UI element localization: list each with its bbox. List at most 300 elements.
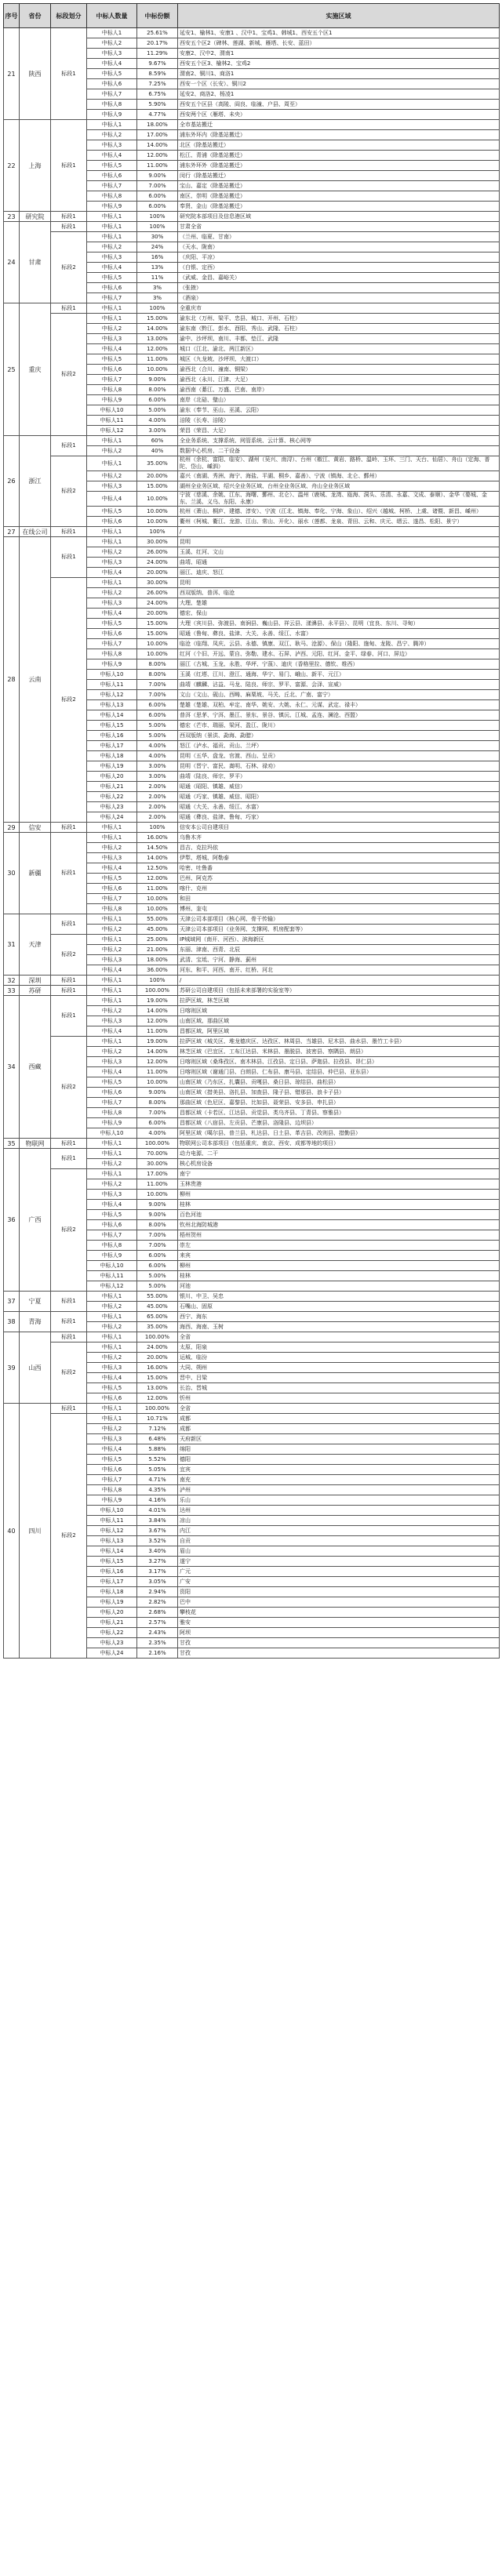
winner-cell: 中标人2	[87, 945, 137, 955]
area-cell: 太原、阳泉	[178, 1342, 500, 1353]
winner-cell: 中标人1	[87, 823, 137, 833]
share-cell: 4.35%	[137, 1485, 178, 1495]
winner-cell: 中标人8	[87, 191, 137, 202]
winner-cell: 中标人23	[87, 802, 137, 812]
area-cell: 奉贤、金山（除基站搬迁）	[178, 202, 500, 212]
area-cell: 临沧（临翔、凤庆、云县、永德、镇康、双江、耿马、沧源）、保山（隆阳、施甸、龙陵、昌宁、腾冲）	[178, 639, 500, 649]
share-cell: 24.00%	[137, 558, 178, 568]
share-cell: 60%	[137, 436, 178, 446]
share-cell: 15.00%	[137, 619, 178, 629]
area-cell: 广安	[178, 1577, 500, 1587]
share-cell: 14.00%	[137, 1006, 178, 1016]
area-cell: 达州	[178, 1506, 500, 1516]
share-cell: 10.00%	[137, 1190, 178, 1200]
area-cell: 嘉兴（南湖、秀洲、海宁、海盐、平湖、桐乡、嘉善）、宁波（镇海、北仑、鄞州）	[178, 471, 500, 481]
share-cell: 12.00%	[137, 151, 178, 161]
share-cell: 55.00%	[137, 914, 178, 925]
section-cell: 标段1	[51, 996, 87, 1037]
header-share: 中标份额	[137, 4, 178, 28]
area-cell: （天水、陇南）	[178, 242, 500, 253]
winner-cell: 中标人3	[87, 334, 137, 344]
winner-cell: 中标人1	[87, 1292, 137, 1302]
area-cell: 天津公司本部项目（业务网、支撑网、机房配套等）	[178, 925, 500, 935]
area-cell: 涪陵（长寿、涪陵）	[178, 416, 500, 426]
share-cell: 4.71%	[137, 1475, 178, 1485]
area-cell: 南区、崇明（除基站搬迁）	[178, 191, 500, 202]
table-row	[4, 1169, 500, 1179]
seq-cell: 35	[4, 1139, 20, 1149]
area-cell: IP城域网（南开、河西）、滨海新区	[178, 935, 500, 945]
winner-cell: 中标人20	[87, 772, 137, 782]
section-cell: 标段1	[51, 212, 87, 222]
share-cell: 12.50%	[137, 863, 178, 874]
area-cell: 成都	[178, 1414, 500, 1424]
area-cell: 德阳	[178, 1455, 500, 1465]
header-row	[4, 4, 500, 28]
section-cell: 标段2	[51, 1414, 87, 1659]
table-row	[4, 1342, 500, 1353]
share-cell: 2.82%	[137, 1597, 178, 1608]
table-row	[4, 28, 500, 38]
share-cell: 65.00%	[137, 1312, 178, 1322]
area-cell: 崇左	[178, 1241, 500, 1251]
share-cell: 10.71%	[137, 1414, 178, 1424]
share-cell: 16.00%	[137, 833, 178, 843]
share-cell: 4.00%	[137, 751, 178, 761]
share-cell: 70.00%	[137, 1149, 178, 1159]
share-cell: 5.00%	[137, 1271, 178, 1281]
share-cell: 9.00%	[137, 1210, 178, 1220]
share-cell: 6.75%	[137, 89, 178, 100]
winner-cell: 中标人6	[87, 1220, 137, 1230]
share-cell: 3%	[137, 293, 178, 303]
page	[3, 3, 499, 1659]
area-cell: 那曲区域（色尼区、嘉黎县、比如县、聂荣县、安多县、申扎县）	[178, 1098, 500, 1108]
winner-cell: 中标人2	[87, 130, 137, 140]
area-cell: 山南区域、那曲区域	[178, 1016, 500, 1026]
winner-cell: 中标人3	[87, 955, 137, 965]
winner-cell: 中标人2	[87, 1159, 137, 1169]
winner-cell: 中标人4	[87, 151, 137, 161]
area-cell: 柳州	[178, 1190, 500, 1200]
section-cell: 标段1	[51, 833, 87, 914]
winner-cell: 中标人10	[87, 405, 137, 416]
winner-cell: 中标人5	[87, 273, 137, 283]
province-cell: 新疆	[20, 833, 51, 914]
share-cell: 100.00%	[137, 986, 178, 996]
area-cell: 天津公司本部项目（核心网、骨干传输）	[178, 914, 500, 925]
winner-cell: 中标人9	[87, 202, 137, 212]
share-cell: 3.00%	[137, 772, 178, 782]
province-cell: 宁夏	[20, 1292, 51, 1312]
seq-cell: 34	[4, 996, 20, 1139]
winner-cell: 中标人1	[87, 1139, 137, 1149]
area-cell: 河东、和平、河西、南开、红桥、河北	[178, 965, 500, 976]
area-cell: 荣昌（荣昌、大足）	[178, 426, 500, 436]
section-cell: 标段2	[51, 232, 87, 303]
area-cell: 博州、奎屯	[178, 904, 500, 914]
share-cell: 36.00%	[137, 965, 178, 976]
province-cell: 苏研	[20, 986, 51, 996]
table-row	[4, 823, 500, 833]
province-cell: 甘肃	[20, 222, 51, 303]
section-cell: 标段1	[51, 1292, 87, 1312]
winner-cell: 中标人9	[87, 110, 137, 120]
winner-cell: 中标人3	[87, 253, 137, 263]
share-cell: 11.00%	[137, 1067, 178, 1077]
share-cell: 6.00%	[137, 710, 178, 721]
section-cell: 标段1	[51, 1312, 87, 1332]
header-winner-count: 中标人数量	[87, 4, 137, 28]
share-cell: 2.16%	[137, 1648, 178, 1659]
winner-cell: 中标人8	[87, 1485, 137, 1495]
area-cell: 天府新区	[178, 1434, 500, 1444]
winner-cell: 中标人4	[87, 568, 137, 578]
share-cell: 6.00%	[137, 202, 178, 212]
winner-cell: 中标人6	[87, 1393, 137, 1404]
winner-cell: 中标人24	[87, 1648, 137, 1659]
area-cell: 昌吉、克拉玛依	[178, 843, 500, 853]
winner-cell: 中标人7	[87, 375, 137, 385]
area-cell: 山南区域（措美县、洛扎县、加查县、隆子县、错那县、浪卡子县）	[178, 1088, 500, 1098]
share-cell: 5.00%	[137, 731, 178, 741]
share-cell: 30.00%	[137, 1159, 178, 1169]
winner-cell: 中标人1	[87, 1342, 137, 1353]
winner-cell: 中标人8	[87, 1241, 137, 1251]
winner-cell: 中标人12	[87, 426, 137, 436]
area-cell: /	[178, 976, 500, 986]
winner-cell: 中标人6	[87, 365, 137, 375]
share-cell: 2.35%	[137, 1638, 178, 1648]
winner-cell: 中标人2	[87, 242, 137, 253]
section-cell: 标段1	[51, 527, 87, 537]
area-cell: 玉溪、红河、文山	[178, 547, 500, 558]
winner-cell: 中标人11	[87, 1516, 137, 1526]
winner-cell: 中标人7	[87, 1098, 137, 1108]
table-row	[4, 314, 500, 324]
area-cell: 昭通（昭阳、镇雄、威信）	[178, 782, 500, 792]
section-cell: 标段1	[51, 986, 87, 996]
winner-cell: 中标人5	[87, 1210, 137, 1220]
area-cell: 成都	[178, 1424, 500, 1434]
share-cell: 14.00%	[137, 1047, 178, 1057]
province-cell: 天津	[20, 914, 51, 976]
winner-cell: 中标人8	[87, 649, 137, 659]
section-cell: 标段1	[51, 222, 87, 232]
winner-cell: 中标人3	[87, 598, 137, 609]
section-cell: 标段2	[51, 456, 87, 527]
winner-cell: 中标人9	[87, 1251, 137, 1261]
area-cell: 来宾	[178, 1251, 500, 1261]
winner-cell: 中标人14	[87, 1546, 137, 1557]
winner-cell: 中标人3	[87, 140, 137, 151]
share-cell: 13.00%	[137, 334, 178, 344]
winner-cell: 中标人12	[87, 1526, 137, 1536]
area-cell: 梧州贺州	[178, 1230, 500, 1241]
area-cell: 西宁、海东	[178, 1312, 500, 1322]
area-cell: 南充	[178, 1475, 500, 1485]
area-cell: （武威、金昌、嘉峪关）	[178, 273, 500, 283]
winner-cell: 中标人2	[87, 471, 137, 481]
share-cell: 20.17%	[137, 38, 178, 49]
area-cell: 宁波（慈溪、余姚、江东、海曙、鄞州、北仑）、温州（鹿城、龙湾、瓯海、洞头、乐清、永嘉、文成、泰顺）、金华（婺城、金东、兰溪、义乌、东阳、永康）	[178, 492, 500, 507]
area-cell: 渝中、沙坪坝、南川、丰都、垫江、武隆	[178, 334, 500, 344]
winner-cell: 中标人12	[87, 1281, 137, 1292]
table-row	[4, 303, 500, 314]
area-cell: 拉萨区域、林芝区域	[178, 996, 500, 1006]
area-cell: 喀什、克州	[178, 884, 500, 894]
area-cell: 丽江、迪庆、怒江	[178, 568, 500, 578]
area-cell: 全省	[178, 1332, 500, 1342]
share-cell: 8.00%	[137, 385, 178, 395]
winner-cell: 中标人22	[87, 1628, 137, 1638]
area-cell: 昭通（巧家、镇雄、威信、昭阳）	[178, 792, 500, 802]
share-cell: 7.00%	[137, 181, 178, 191]
winner-cell: 中标人4	[87, 59, 137, 69]
area-cell: 延安1、榆林1、安康1 、汉中1、宝鸡1、韩城1、西安五个区1	[178, 28, 500, 38]
winner-cell: 中标人17	[87, 1577, 137, 1587]
table-row	[4, 996, 500, 1006]
area-cell: 银川、中卫、吴忠	[178, 1292, 500, 1302]
share-cell: 10.00%	[137, 517, 178, 527]
province-cell: 在线公司	[20, 527, 51, 537]
winner-cell: 中标人2	[87, 1302, 137, 1312]
area-cell: 城口（江北、渝北、两江新区）	[178, 344, 500, 354]
section-cell: 标段2	[51, 1037, 87, 1139]
winner-cell: 中标人15	[87, 1557, 137, 1567]
winner-cell: 中标人11	[87, 680, 137, 690]
area-cell: 安康2、汉中2、渭南1	[178, 49, 500, 59]
share-cell: 25.61%	[137, 28, 178, 38]
area-cell: 攀枝花	[178, 1608, 500, 1618]
winner-cell: 中标人1	[87, 212, 137, 222]
share-cell: 20.00%	[137, 471, 178, 481]
winner-cell: 中标人6	[87, 629, 137, 639]
seq-cell: 26	[4, 436, 20, 527]
area-cell: 钦州北海防城港	[178, 1220, 500, 1230]
area-cell: 自贡	[178, 1536, 500, 1546]
share-cell: 20.00%	[137, 568, 178, 578]
header-area: 实施区域	[178, 4, 500, 28]
winner-cell: 中标人4	[87, 1444, 137, 1455]
share-cell: 8.00%	[137, 670, 178, 680]
share-cell: 3%	[137, 283, 178, 293]
table-row	[4, 1292, 500, 1302]
area-cell: 研究院本部项目及信息港区域	[178, 212, 500, 222]
winner-cell: 中标人7	[87, 639, 137, 649]
area-cell: 巴州、阿克苏	[178, 874, 500, 884]
winner-cell: 中标人5	[87, 69, 137, 79]
share-cell: 11.00%	[137, 1179, 178, 1190]
winner-cell: 中标人6	[87, 517, 137, 527]
area-cell: 城区（九龙坡、沙坪坝、大渡口）	[178, 354, 500, 365]
table-row	[4, 976, 500, 986]
seq-cell: 38	[4, 1312, 20, 1332]
area-cell: 浦东外环内（除基站搬迁）	[178, 130, 500, 140]
winner-cell: 中标人1	[87, 456, 137, 471]
table-row	[4, 436, 500, 446]
share-cell: 15.00%	[137, 314, 178, 324]
share-cell: 45.00%	[137, 1302, 178, 1312]
share-cell: 4.16%	[137, 1495, 178, 1506]
share-cell: 3.52%	[137, 1536, 178, 1546]
area-cell: 全市基站搬迁	[178, 120, 500, 130]
winner-cell: 中标人11	[87, 1271, 137, 1281]
header-province: 省份	[20, 4, 51, 28]
area-cell: 西安五个区3、榆林2、宝鸡2	[178, 59, 500, 69]
area-cell: 忻州	[178, 1393, 500, 1404]
share-cell: 3.27%	[137, 1557, 178, 1567]
area-cell: 渝西南（綦江、万盛、巴南、南岸）	[178, 385, 500, 395]
table-row	[4, 1037, 500, 1047]
seq-cell: 22	[4, 120, 20, 212]
winner-cell: 中标人6	[87, 283, 137, 293]
share-cell: 4.00%	[137, 416, 178, 426]
table-header	[4, 4, 500, 28]
area-cell: 曲靖、昭通	[178, 558, 500, 568]
section-cell: 标段1	[51, 1139, 87, 1149]
seq-cell: 25	[4, 303, 20, 436]
table-row	[4, 232, 500, 242]
winner-cell: 中标人9	[87, 1495, 137, 1506]
area-cell: 泸州	[178, 1485, 500, 1495]
share-cell: 14.00%	[137, 140, 178, 151]
share-cell: 14.00%	[137, 853, 178, 863]
table-row	[4, 1414, 500, 1424]
winner-cell: 中标人3	[87, 1363, 137, 1373]
winner-cell: 中标人2	[87, 547, 137, 558]
winner-cell: 中标人9	[87, 1118, 137, 1128]
section-cell: 标段1	[51, 1149, 87, 1169]
winner-cell: 中标人5	[87, 1077, 137, 1088]
winner-cell: 中标人1	[87, 833, 137, 843]
area-cell: 德宏（芒市、瑞丽、梁河、盈江、陇川）	[178, 721, 500, 731]
winner-cell: 中标人1	[87, 232, 137, 242]
share-cell: 5.00%	[137, 1281, 178, 1292]
share-cell: 5.88%	[137, 1444, 178, 1455]
share-cell: 7.00%	[137, 690, 178, 700]
area-cell: 日喀则区域	[178, 1006, 500, 1016]
area-cell: 普洱（思茅、宁洱、墨江、景东、景谷、镇沅、江城、孟连、澜沧、西盟）	[178, 710, 500, 721]
share-cell: 10.00%	[137, 649, 178, 659]
winner-cell: 中标人11	[87, 416, 137, 426]
province-cell: 浙江	[20, 436, 51, 527]
area-cell: 资阳	[178, 1587, 500, 1597]
area-cell: 大理（宾川县、弥渡县、南涧县、巍山县、祥云县、漾濞县、永平县）、昆明（宜良、东川、寻甸）	[178, 619, 500, 629]
winner-cell: 中标人5	[87, 507, 137, 517]
section-cell: 标段1	[51, 537, 87, 578]
share-cell: 10.00%	[137, 904, 178, 914]
seq-cell: 28	[4, 537, 20, 823]
share-cell: 2.94%	[137, 1587, 178, 1597]
winner-cell: 中标人2	[87, 38, 137, 49]
share-cell: 21.00%	[137, 945, 178, 955]
share-cell: 17.00%	[137, 1169, 178, 1179]
share-cell: 8.00%	[137, 1098, 178, 1108]
winner-cell: 中标人1	[87, 578, 137, 588]
area-cell: 南岸（北碚、璧山）	[178, 395, 500, 405]
province-cell: 陕西	[20, 28, 51, 120]
winner-cell: 中标人1	[87, 1404, 137, 1414]
area-cell: 甘孜	[178, 1648, 500, 1659]
share-cell: 16.00%	[137, 1363, 178, 1373]
winner-cell: 中标人21	[87, 782, 137, 792]
area-cell: 昭通（鲁甸、彝良、盐津、大关、永善、绥江、水富）	[178, 629, 500, 639]
table-body	[4, 28, 500, 1659]
seq-cell: 24	[4, 222, 20, 303]
seq-cell: 40	[4, 1404, 20, 1659]
area-cell: 宜宾	[178, 1465, 500, 1475]
share-cell: 100%	[137, 303, 178, 314]
seq-cell: 27	[4, 527, 20, 537]
area-cell: 凉山	[178, 1516, 500, 1526]
share-cell: 4.00%	[137, 741, 178, 751]
share-cell: 5.90%	[137, 100, 178, 110]
share-cell: 100%	[137, 212, 178, 222]
winner-cell: 中标人2	[87, 1006, 137, 1016]
share-cell: 6.00%	[137, 395, 178, 405]
winner-cell: 中标人6	[87, 171, 137, 181]
share-cell: 19.00%	[137, 996, 178, 1006]
seq-cell: 29	[4, 823, 20, 833]
share-cell: 5.00%	[137, 405, 178, 416]
province-cell: 上海	[20, 120, 51, 212]
section-cell: 标段1	[51, 1332, 87, 1342]
table-row	[4, 935, 500, 945]
area-cell: 哈密、吐鲁番	[178, 863, 500, 874]
section-cell: 标段1	[51, 303, 87, 314]
winner-cell: 中标人6	[87, 1465, 137, 1475]
area-cell: 衢州（柯城、衢江、龙游、江山、常山、开化）、丽水（莲都、龙泉、青田、云和、庆元、缙云、遂昌、松阳、景宁）	[178, 517, 500, 527]
area-cell: 桂林	[178, 1271, 500, 1281]
share-cell: 7.12%	[137, 1424, 178, 1434]
winner-cell: 中标人22	[87, 792, 137, 802]
share-cell: 7.00%	[137, 1230, 178, 1241]
winner-cell: 中标人4	[87, 263, 137, 273]
winner-cell: 中标人16	[87, 731, 137, 741]
section-cell: 标段2	[51, 935, 87, 976]
share-cell: 2.00%	[137, 802, 178, 812]
winner-cell: 中标人2	[87, 843, 137, 853]
area-cell: 宝山、嘉定（除基站搬迁）	[178, 181, 500, 191]
share-cell: 100.00%	[137, 1332, 178, 1342]
share-cell: 8.00%	[137, 659, 178, 670]
winner-cell: 中标人5	[87, 1383, 137, 1393]
winner-cell: 中标人10	[87, 1261, 137, 1271]
share-cell: 25.00%	[137, 935, 178, 945]
winner-cell: 中标人19	[87, 761, 137, 772]
share-cell: 18.00%	[137, 120, 178, 130]
share-cell: 11.00%	[137, 161, 178, 171]
area-cell: 西双版纳（景洪、勐海、勐腊）	[178, 731, 500, 741]
share-cell: 10.00%	[137, 639, 178, 649]
area-cell: 物联网公司本部项目（包括重庆、南京、西安、成都等地的项目）	[178, 1139, 500, 1149]
area-cell: 玉林贵港	[178, 1179, 500, 1190]
winner-cell: 中标人2	[87, 925, 137, 935]
table-row	[4, 120, 500, 130]
seq-cell: 31	[4, 914, 20, 976]
area-cell: 西双版纳、普洱、临沧	[178, 588, 500, 598]
winner-cell: 中标人2	[87, 1322, 137, 1332]
winner-cell: 中标人1	[87, 1169, 137, 1179]
area-cell: 湖州全业务区域、绍兴全业务区域、台州全业务区域、舟山全业务区域	[178, 481, 500, 492]
winner-cell: 中标人8	[87, 904, 137, 914]
area-cell: 雅安	[178, 1618, 500, 1628]
area-cell: 全业务系统、支撑系统、网管系统、云计算、核心网等	[178, 436, 500, 446]
area-cell: 德宏、保山	[178, 609, 500, 619]
winner-cell: 中标人4	[87, 1067, 137, 1077]
share-cell: 10.00%	[137, 1077, 178, 1088]
